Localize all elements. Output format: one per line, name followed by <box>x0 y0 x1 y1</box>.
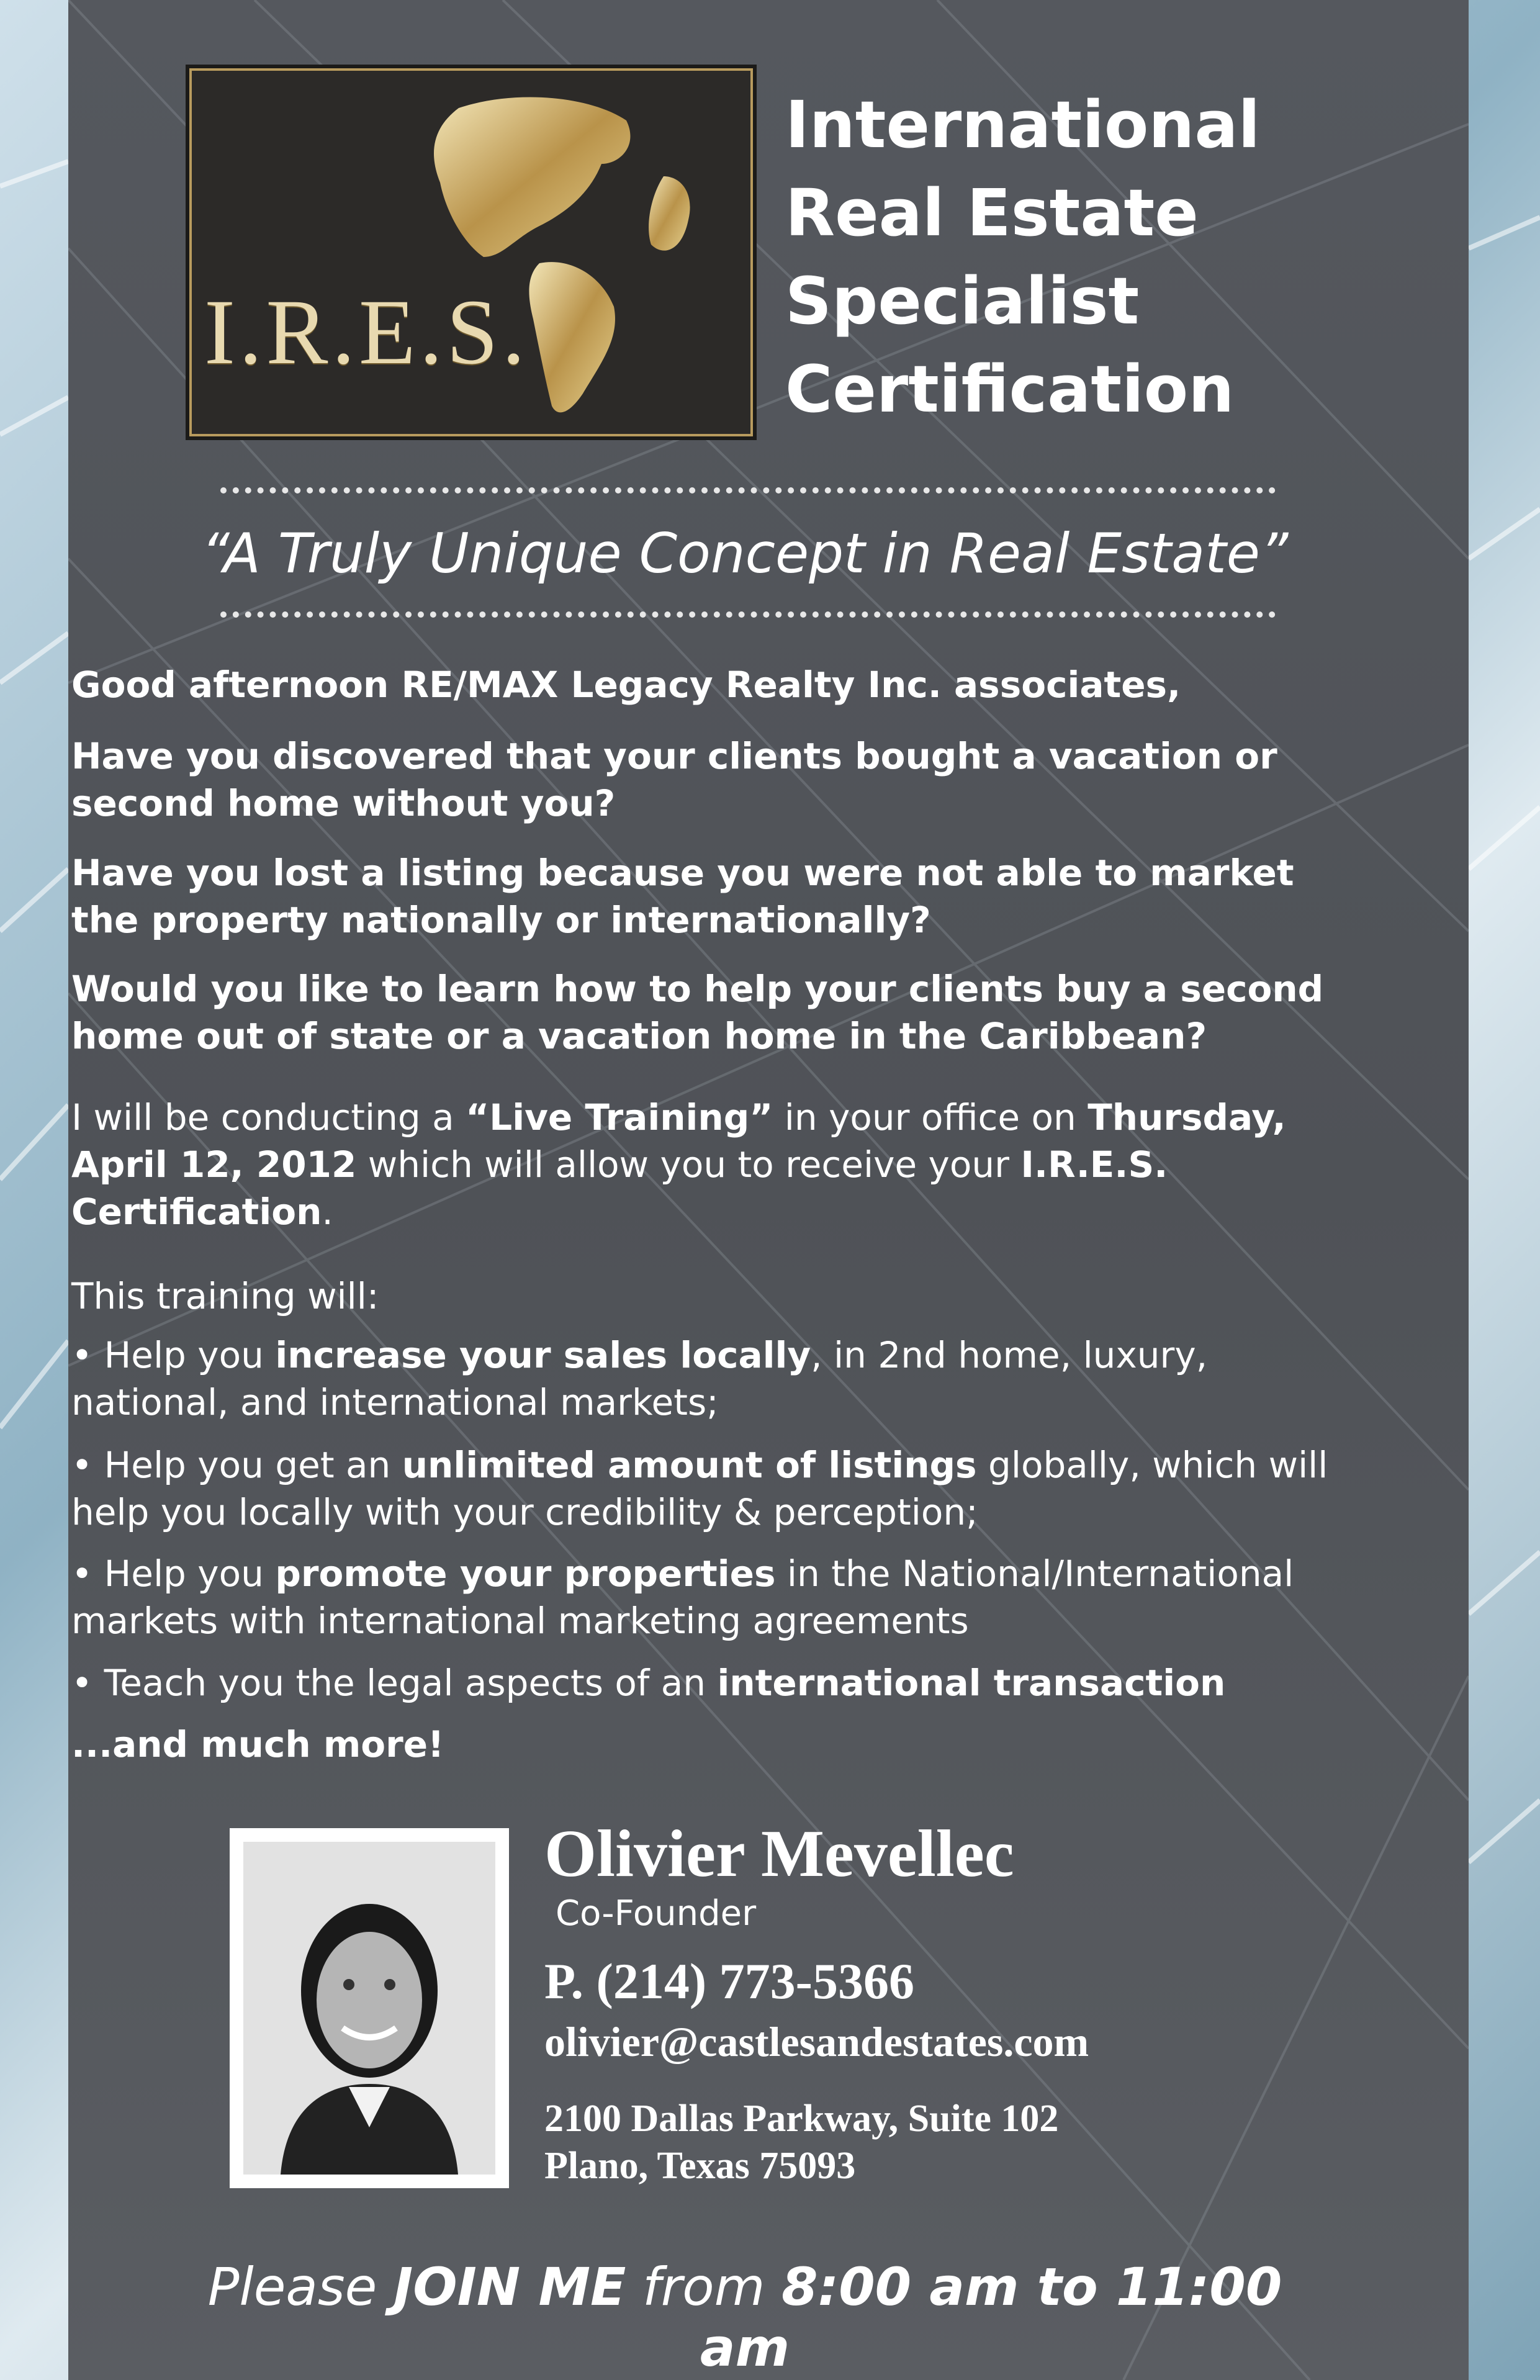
dotted-divider-bottom <box>220 611 1276 618</box>
contact-phone[interactable]: P. (214) 773-5366 <box>544 1953 914 2009</box>
person-portrait-icon <box>243 1842 495 2175</box>
headshot-photo <box>230 1828 509 2188</box>
dotted-divider-top <box>220 487 1276 494</box>
bullet-4: • Teach you the legal aspects of an international transaction <box>71 1662 1226 1704</box>
contact-email[interactable]: olivier@castlesandestates.com <box>544 2018 1089 2065</box>
ires-logo <box>189 68 753 436</box>
training-intro: This training will: <box>71 1275 379 1317</box>
question-1: Have you discovered that your clients bought a vacation or second home without you? <box>71 735 1277 824</box>
tagline: “A Truly Unique Concept in Real Estate” <box>201 521 1289 585</box>
training-paragraph: I will be conducting a “Live Training” in your office on Thursday, April 12, 2012 which will allow you to receive your I.R.E.S. Certification. <box>71 1096 1286 1233</box>
join-banner: Please JOIN ME from 8:00 am to 11:00 am <box>207 2256 1282 2378</box>
question-3: Would you like to learn how to help your clients buy a second home out of state or a vacation home in the Caribbean? <box>71 968 1324 1057</box>
page-title: International Real Estate Specialist Certification <box>785 87 1261 427</box>
greeting: Good afternoon RE/MAX Legacy Realty Inc. associates, <box>71 664 1181 706</box>
question-2: Have you lost a listing because you were not able to market the property nationally or internationally? <box>71 852 1294 941</box>
bullet-3: • Help you promote your properties in the National/International markets with international marketing agreements <box>71 1553 1294 1642</box>
bullet-2: • Help you get an unlimited amount of listings globally, which will help you locally with your credibility & perception; <box>71 1444 1328 1533</box>
contact-role: Co-Founder <box>556 1893 757 1934</box>
logo-text: I.R.E.S. <box>204 281 529 384</box>
contact-name: Olivier Mevellec <box>544 1817 1014 1891</box>
bullet-1: • Help you increase your sales locally, in 2nd home, luxury, national, and international markets; <box>71 1334 1208 1423</box>
and-much-more: ...and much more! <box>71 1723 444 1765</box>
contact-address: 2100 Dallas Parkway, Suite 102 Plano, Texas 75093 <box>544 2098 1059 2187</box>
